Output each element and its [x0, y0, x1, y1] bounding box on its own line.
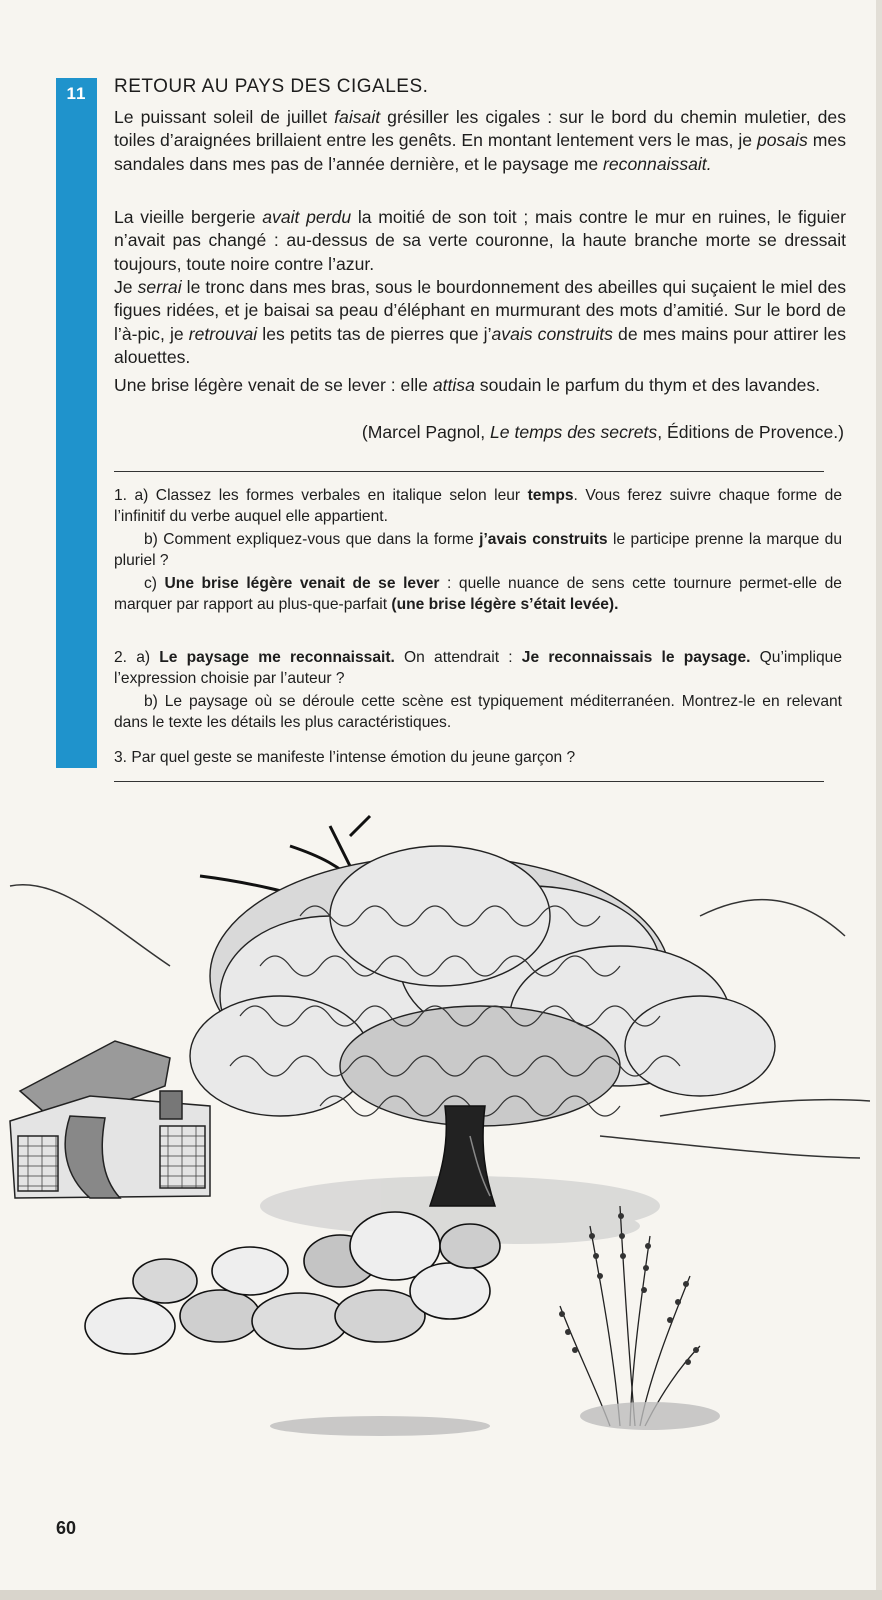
text-run: 2. a)	[114, 649, 160, 666]
bottom-edge	[0, 1590, 882, 1600]
text-run: Le paysage me reconnaissait.	[159, 649, 395, 666]
text-run: La vieille bergerie	[114, 207, 263, 227]
question-2b-text	[114, 693, 842, 731]
text-run: les petits tas de pierres que j’	[257, 323, 492, 344]
text-run: posais	[756, 130, 808, 151]
text-run: Le temps des secrets	[489, 422, 658, 442]
text-run: grésiller les cigales : sur le bord du chemin muletier, des toiles d’araignées brillaient entre les genêts. En montant lentement vers le mas, je	[114, 107, 847, 151]
text-run: . Vous ferez suivre chaque forme de l’infinitif du verbe auquel elle appartient.	[114, 487, 843, 525]
text-run: On attendrait :	[394, 649, 522, 666]
text-run: le tronc dans mes bras, sous le bourdonnement des abeilles qui suçaient le miel des figues ridées, et je baisai sa peau d’éléphant en murmurant des mots d’amitié. Sur le bord de l’à-pic, je	[114, 277, 846, 344]
exercise-number: 11	[66, 84, 87, 103]
text-run: la moitié de son toit ; mais contre le mur en ruines, le figuier n’avait pas changé : au-dessus de sa verte couronne, la haute branche morte se dressait toujours, toute noire contre l’azur.	[114, 207, 846, 274]
question-1b-text	[114, 531, 842, 569]
text-run: Une brise légère venait de se lever	[164, 575, 440, 592]
text-run: reconnaissait.	[603, 153, 712, 174]
divider-top	[114, 471, 824, 472]
text-run: j’avais construits	[479, 531, 608, 548]
passage-paragraph-3	[114, 276, 846, 370]
question-1c	[114, 574, 842, 615]
exercise-accent-bar	[56, 78, 97, 768]
text-run: , Éditions de Provence.)	[657, 422, 844, 442]
text-run: mes sandales dans mes pas de l’année dernière, et le paysage me	[114, 130, 846, 174]
text-run: b) Comment expliquez-vous que dans la forme	[144, 531, 480, 548]
text-run: temps	[527, 487, 574, 504]
question-1a	[114, 486, 842, 527]
text-run: retrouvai	[188, 323, 258, 344]
text-run: 1. a) Classez les formes verbales en italique selon leur	[114, 487, 528, 504]
text-run: Qu’implique l’expression choisie par l’auteur ?	[114, 649, 842, 687]
question-3	[114, 748, 842, 769]
text-run: soudain le parfum du thym et des lavandes.	[474, 375, 821, 395]
text-run: de mes mains pour attirer les alouettes.	[114, 323, 847, 368]
text-run: b) Le paysage où se déroule cette scène est typiquement méditerranéen. Montrez-le en relevant dans le texte les détails les plus caractéristiques.	[114, 693, 842, 731]
page-number: 60	[56, 1518, 77, 1538]
question-2a	[114, 648, 842, 689]
text-run: Une brise légère venait de se lever : elle	[114, 375, 433, 395]
text-run: le participe prenne la marque du pluriel ?	[114, 531, 843, 569]
text-run: 3. Par quel geste se manifeste l’intense émotion du jeune garçon ?	[114, 749, 576, 766]
thyme-tuft	[270, 1402, 720, 1436]
text-run: Le puissant soleil de juillet	[114, 107, 335, 127]
passage-paragraph-2	[114, 206, 846, 276]
text-run: Je	[114, 277, 138, 297]
text-run: avais construits	[491, 323, 613, 344]
text-run: (une brise légère s’était levée).	[391, 595, 619, 613]
text-run: attisa	[432, 375, 475, 395]
question-1c-text	[114, 575, 842, 613]
text-run: (Marcel Pagnol,	[361, 422, 490, 442]
text-run: faisait	[334, 107, 381, 127]
text-run: c)	[144, 575, 165, 592]
passage-paragraph-4	[114, 374, 846, 397]
question-2b	[114, 692, 842, 733]
fig-foliage	[190, 846, 775, 1126]
ruined-sheepfold	[10, 1041, 210, 1198]
exercise-title: RETOUR AU PAYS DES CIGALES.	[114, 76, 429, 97]
fig-tree-illustration	[0, 806, 882, 1466]
citation	[362, 422, 844, 443]
stone-pile	[85, 1212, 500, 1354]
divider-bottom	[114, 781, 824, 782]
text-run: serrai	[137, 277, 182, 297]
passage-paragraph-1	[114, 106, 846, 176]
question-1b	[114, 530, 842, 571]
text-run: Je reconnaissais le paysage.	[521, 649, 751, 666]
text-run: : quelle nuance de sens cette tournure permet-elle de marquer par rapport au plus-que-parfait	[114, 575, 842, 613]
text-run: avait perdu	[262, 207, 352, 227]
